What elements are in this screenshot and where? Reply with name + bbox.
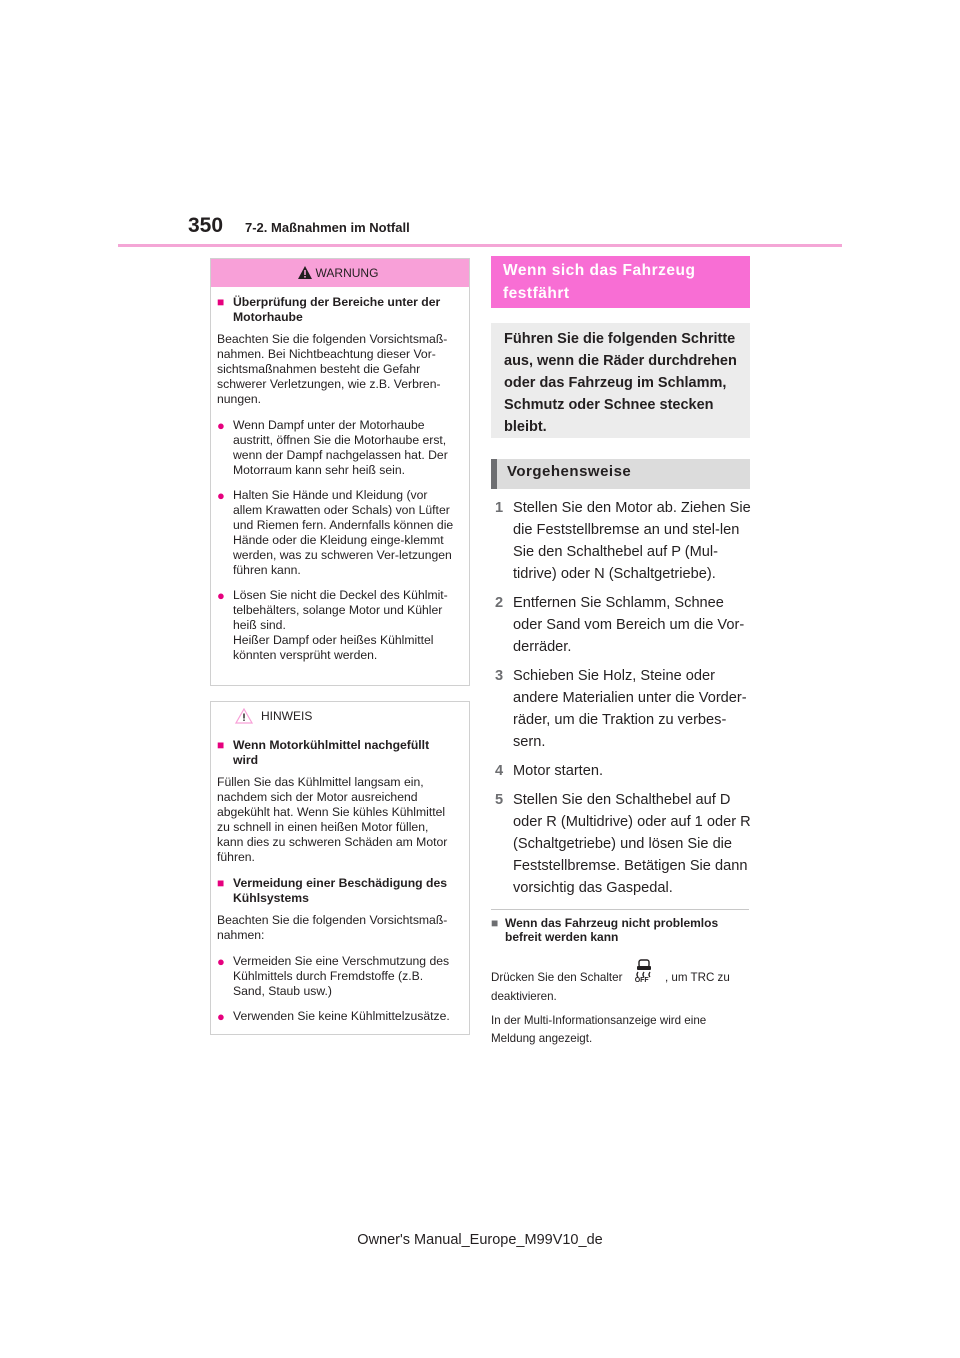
- notice-title: HINWEIS: [261, 709, 313, 723]
- notice-heading-1: ■ Wenn Motorkühlmittel nachgefüllt wird: [217, 738, 430, 767]
- notice-header: [211, 702, 469, 730]
- page-number: 350: [188, 214, 224, 237]
- list-item: ● Halten Sie Hände und Kleidung (vor allem Krawatten oder Schals) von Lüfter und Riemen fern. Andernfalls können die Hände oder die Kleidung einge-klemmt werden, was zu schweren Ver-letzungen führen kann.: [217, 488, 454, 577]
- step-item: 1 Stellen Sie den Motor ab. Ziehen Sie die Feststellbremse an und stel-len Sie den Schalthebel auf P (Mul-tidrive) oder N (Schaltgetriebe).: [495, 500, 751, 582]
- display-text: In der Multi-Informationsanzeige wird eine Meldung angezeigt.: [491, 1014, 707, 1045]
- warning-box: [210, 258, 470, 686]
- warning-header: [211, 259, 469, 287]
- footer: Owner's Manual_Europe_M99V10_de: [357, 1232, 603, 1248]
- press-switch-text: Drücken Sie den Schalter OFF , um TRC zu: [491, 963, 730, 993]
- trc-off-icon: OFF: [632, 957, 656, 987]
- list-item: ● Vermeiden Sie eine Verschmutzung des Kühlmittels durch Fremdstoffe (z.B. Sand, Staub usw.): [217, 954, 450, 998]
- notice-text-2: Beachten Sie die folgenden Vorsichtsmaß-nahmen:: [217, 913, 448, 942]
- list-item: ● Verwenden Sie keine Kühlmittelzusätze.: [217, 1009, 450, 1024]
- warning-heading: ■ Überprüfung der Bereiche unter der Motorhaube: [217, 295, 441, 324]
- list-item: ● Lösen Sie nicht die Deckel des Kühlmit-telbehälters, solange Motor und Kühler heiß sind. Heißer Dampf oder heißes Kühlmittel könnten versprüht werden.: [217, 588, 448, 662]
- divider: [491, 909, 749, 910]
- notice-text-1: Füllen Sie das Kühlmittel langsam ein, nachdem sich der Motor ausreichend abgekühlt hat. Wenn Sie kühles Kühlmittel zu schnell in einen heißen Motor füllen, kann dies zu schweren Schäden am Motor führen.: [217, 775, 448, 864]
- list-item: ● Wenn Dampf unter der Motorhaube austritt, öffnen Sie die Motorhaube erst, wenn der Dampf nachgelassen hat. Der Motorraum kann sehr heiß sein.: [217, 418, 448, 477]
- header-rule: [118, 244, 842, 247]
- warning-intro: Beachten Sie die folgenden Vorsichtsmaß-nahmen. Bei Nichtbeachtung dieser Vor-sichtsmaßnahmen besteht die Gefahr schwerer Verletzungen, wie z.B. Verbren-nungen.: [217, 332, 448, 406]
- steps-list: [495, 497, 757, 906]
- intro-box: Führen Sie die folgenden Schritte aus, wenn die Räder durchdrehen oder das Fahrzeug im Schlamm, Schmutz oder Schnee stecken bleibt.: [491, 323, 750, 438]
- notice-box: [210, 701, 470, 1035]
- warning-title: WARNUNG: [315, 266, 379, 280]
- section-title: 7-2. Maßnahmen im Notfall: [245, 220, 410, 235]
- deactivate-text: deaktivieren.: [491, 990, 557, 1003]
- notice-heading-2: ■ Vermeidung einer Beschädigung des Kühlsystems: [217, 876, 448, 905]
- section-heading: Wenn sich das Fahrzeug festfährt: [491, 256, 750, 308]
- step-item: 3 Schieben Sie Holz, Steine oder andere Materialien unter die Vorder-räder, um die Traktion zu verbes-sern.: [495, 668, 747, 750]
- procedure-heading: Vorgehensweise: [491, 459, 750, 489]
- step-item: 4 Motor starten.: [495, 763, 604, 779]
- step-item: 5 Stellen Sie den Schalthebel auf D oder R (Multidrive) oder auf 1 oder R (Schaltgetriebe) und lösen Sie die Feststellbremse. Betätigen Sie dann vorsichtig das Gaspedal.: [495, 792, 751, 896]
- sub-heading: ■ Wenn das Fahrzeug nicht problemlos befreit werden kann: [491, 916, 719, 944]
- step-item: 2 Entfernen Sie Schlamm, Schnee oder Sand vom Bereich um die Vor-derräder.: [495, 595, 745, 655]
